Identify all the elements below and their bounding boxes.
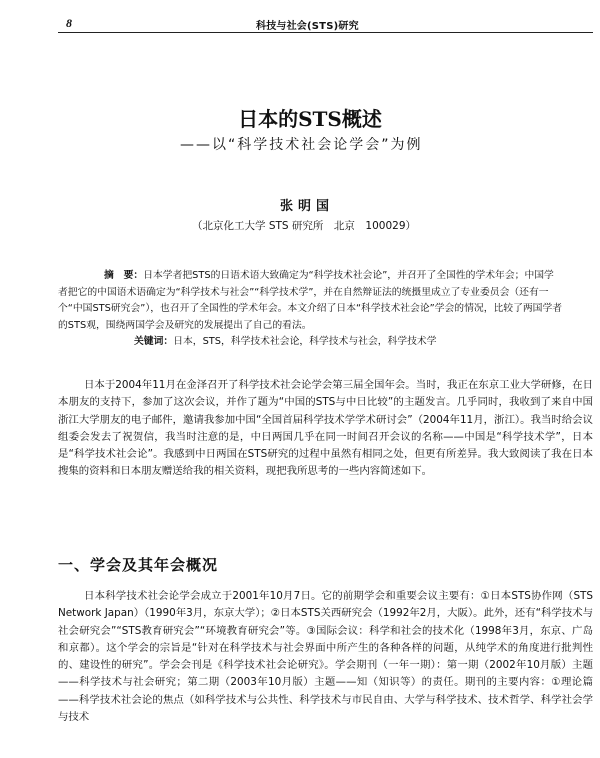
keywords-label: 关键词： [134,336,174,347]
author-name: 张明国 [280,199,335,214]
section-heading: 一、学会及其年会概况 [58,556,219,574]
section-body [58,588,593,726]
journal-title: 科技与社会(STS)研究 [256,21,359,32]
abstract-label: 摘 要： [104,270,144,281]
keywords-text: 日本，STS，科学技术社会论，科学技术与社会，科学技术学 [173,336,437,347]
keywords-paragraph [58,334,563,351]
header-rule [58,32,593,33]
author-affiliation: （北京化工大学 STS 研究所 北京 100029） [192,220,417,232]
running-header [58,16,593,32]
abstract-block [58,268,563,351]
intro-paragraph: 日本于2004年11月在金泽召开了科学技术社会论学会第三届全国年会。当时，我正在东京工业大学研修，在日本朋友的支持下，参加了这次会议，并作了题为“中国的STS与中日比较”的主题发言。几乎同时，我收到了来自中国浙江大学朋友的电子邮件，邀请我参加中国“全国首届科学技术学学术研讨会”（2004年11月，浙江）。我当时给会议组委会发去了祝贺信，我当时注意的是，中日两国几乎在同一时间召开会议的名称——中国是“科学技术学”，日本是“科学技术社会论”。我感到中日两国在STS研究的过程中虽然有相同之处，但更有所差异。我大致阅读了我在日本搜集的资料和日本朋友赠送给我的相关资料，现把我所思考的一些内容简述如下。 [58,379,593,478]
article-subtitle: ——以“科学技术社会论学会”为例 [180,137,423,153]
article-title: 日本的STS概述 [238,107,382,131]
page-number: 8 [66,16,72,30]
section-paragraph: 日本科学技术社会论学会成立于2001年10月7日。它的前期学会和重要会议主要有：①日本STS协作网（STS Network Japan）（1990年3月，东京大学）；②日本STS关西研究会（1992年2月，大阪）。此外，还有“科学技术与社会研究会”“STS教育研究会”“环境教育研究会”等。③国际会议：科学和社会的技术化（1998年3月，东京、广岛和京都）。这个学会的宗旨是“针对在科学技术与社会界面中所产生的各种各样的问题，从纯学术的角度进行批判性的、建设性的研究”。学会会刊是《科学技术社会论研究》。学会期刊（一年一期）：第一期（2002年10月版）主题——科学技术与社会研究；第二期（2003年10月版）主题——知（知识等）的责任。期刊的主要内容：①理论篇——科学技术社会论的焦点（如科学技术与公共性、科学技术与市民自由、大学与科学技术、技术哲学、科学社会学与技术 [58,590,593,724]
abstract-text: 日本学者把STS的日语术语大致确定为“科学技术社会论”，并召开了全国性的学术年会；中国学者把它的中国语术语确定为“科学技术与社会”“科学技术学”，并在自然辩证法的统摄里成立了专业委员会（还有一个“中国STS研究会”），也召开了全国性的学术年会。本文介绍了日本“科学技术社会论”学会的情况，比较了两国学者的STS观，围绕两国学会及研究的发展提出了自己的看法。 [58,270,563,331]
intro-section [58,377,593,481]
abstract-paragraph [58,268,563,334]
